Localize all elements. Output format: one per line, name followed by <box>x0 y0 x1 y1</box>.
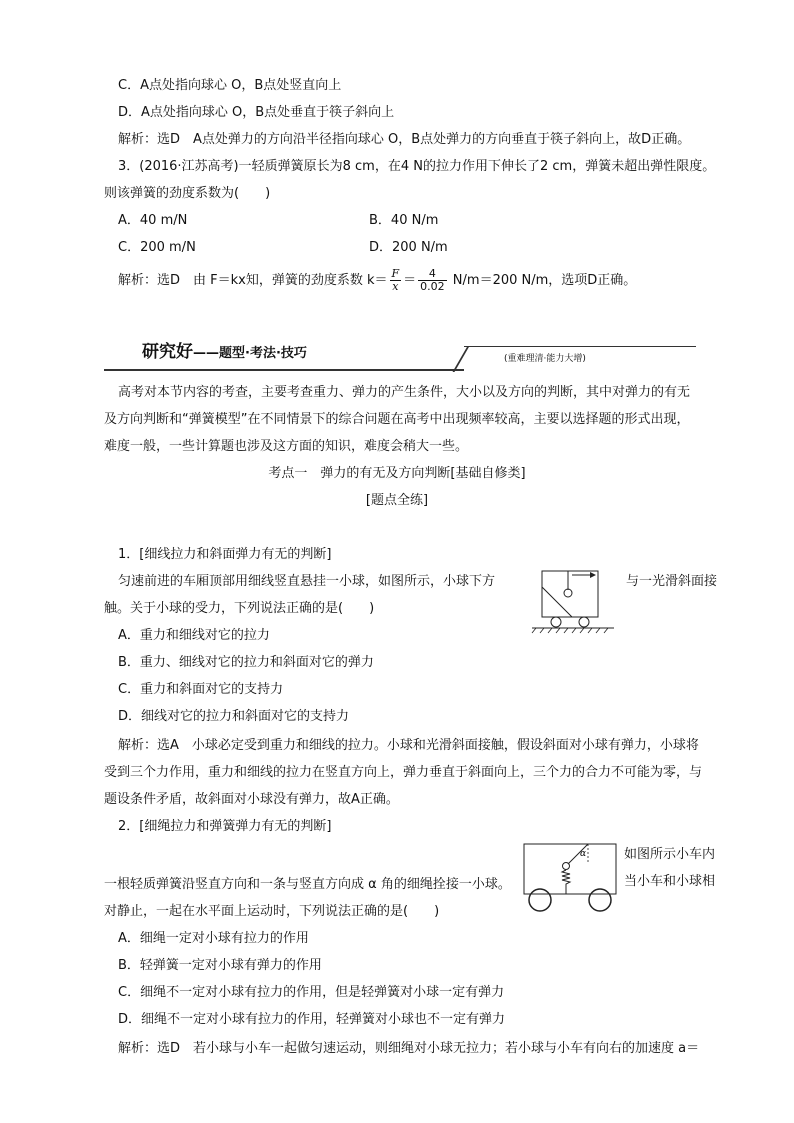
q2-option-a: A．细绳一定对小球有拉力的作用 <box>118 931 309 946</box>
frac1-num: F <box>391 267 400 280</box>
section-header <box>104 340 696 376</box>
question-2-right-2: 当小车和小球相 <box>624 874 716 889</box>
section-note: (重难理清·能力大增) <box>504 354 586 364</box>
answer-explanation: 解析：选D A点处弹力的方向沿半径指向球心 O，B点处弹力的方向垂直于筷子斜向上，故D正确。 <box>118 132 691 147</box>
frac1-den: x <box>392 280 399 293</box>
option-c: C．A点处指向球心 O，B点处竖直向上 <box>118 78 342 93</box>
question-2-stem-cont: 对静止，一起在水平面上运动时，下列说法正确的是( ) <box>104 904 440 919</box>
section-subtitle: ——题型·考法·技巧 <box>193 346 307 361</box>
question-2-right-1: 如图所示小车内 <box>624 847 716 862</box>
question-1-stem: 匀速前进的车厢顶部用细线竖直悬挂一小球，如图所示，小球下方 <box>118 574 496 589</box>
q1-option-c: C．重力和斜面对它的支持力 <box>118 682 284 697</box>
frac2-num: 4 <box>418 268 447 281</box>
q1-option-b: B．重力、细线对它的拉力和斜面对它的弹力 <box>118 655 374 670</box>
intro-line-2: 及方向判断和“弹簧模型”在不同情景下的综合问题在高考中出现频率较高，主要以选择题的形式出现， <box>104 412 690 427</box>
cart-spring-figure <box>522 842 618 914</box>
question-2-title: 2．[细绳拉力和弹簧弹力有无的判断] <box>118 819 332 834</box>
alpha-label: α <box>580 849 587 859</box>
topic-heading: 考点一 弹力的有无及方向判断[基础自修类] <box>268 466 526 481</box>
question-1-title: 1．[细线拉力和斜面弹力有无的判断] <box>118 547 332 562</box>
intro-line-3: 难度一般，一些计算题也涉及这方面的知识，难度会稍大一些。 <box>104 439 469 454</box>
q1-answer-3: 题设条件矛盾，故斜面对小球没有弹力，故A正确。 <box>104 792 399 807</box>
frac2-den: 0.02 <box>420 280 445 293</box>
section-title <box>142 340 307 366</box>
section-rule-right <box>464 346 696 347</box>
q3-answer-post: N/m＝200 N/m，选项D正确。 <box>448 273 637 288</box>
cart-incline-figure <box>528 565 618 635</box>
q2-answer-1: 解析：选D 若小球与小车一起做匀速运动，则细绳对小球无拉力；若小球与小车有向右的加速度 a＝ <box>118 1041 700 1056</box>
fraction-f-over-x <box>390 268 402 293</box>
section-rule-left <box>104 369 464 371</box>
section-title-text: 研究好 <box>142 342 193 362</box>
q1-answer-1: 解析：选A 小球必定受到重力和细线的拉力。小球和光滑斜面接触，假设斜面对小球有弹力，小球将 <box>118 738 699 753</box>
topic-subheading: [题点全练] <box>365 493 429 508</box>
q1-option-d: D．细线对它的拉力和斜面对它的支持力 <box>118 709 350 724</box>
q3-option-c: C．200 m/N <box>118 240 196 255</box>
q3-answer-pre: 解析：选D 由 F＝kx知，弹簧的劲度系数 k＝ <box>118 273 388 288</box>
q3-option-d: D．200 N/m <box>369 240 448 255</box>
question-2-stem: 一根轻质弹簧沿竖直方向和一条与竖直方向成 α 角的细绳拴接一小球。 <box>104 877 511 892</box>
option-d: D．A点处指向球心 O，B点处垂直于筷子斜向上 <box>118 105 395 120</box>
fraction-4-over-002 <box>418 268 447 293</box>
equals-sign: ＝ <box>403 273 417 288</box>
q1-answer-2: 受到三个力作用，重力和细线的拉力在竖直方向上，弹力垂直于斜面向上，三个力的合力不可能为零，与 <box>104 765 703 780</box>
q3-option-b: B．40 N/m <box>369 213 439 228</box>
q2-option-b: B．轻弹簧一定对小球有弹力的作用 <box>118 958 322 973</box>
q3-answer <box>118 268 636 293</box>
question-1-stem-cont: 触。关于小球的受力，下列说法正确的是( ) <box>104 601 375 616</box>
q3-option-a: A．40 m/N <box>118 213 188 228</box>
q2-option-c: C．细绳不一定对小球有拉力的作用，但是轻弹簧对小球一定有弹力 <box>118 985 505 1000</box>
question-3-stem-cont: 则该弹簧的劲度系数为( ) <box>104 186 271 201</box>
q2-option-d: D．细绳不一定对小球有拉力的作用，轻弹簧对小球也不一定有弹力 <box>118 1012 506 1027</box>
q1-option-a: A．重力和细线对它的拉力 <box>118 628 270 643</box>
question-1-stem-right: 与一光滑斜面接 <box>626 574 718 589</box>
question-3-stem: 3．(2016·江苏高考)一轻质弹簧原长为8 cm，在4 N的拉力作用下伸长了2 cm，弹簧未超出弹性限度。 <box>118 159 716 174</box>
intro-line-1: 高考对本节内容的考查，主要考查重力、弹力的产生条件，大小以及方向的判断，其中对弹力的有无 <box>118 385 691 400</box>
